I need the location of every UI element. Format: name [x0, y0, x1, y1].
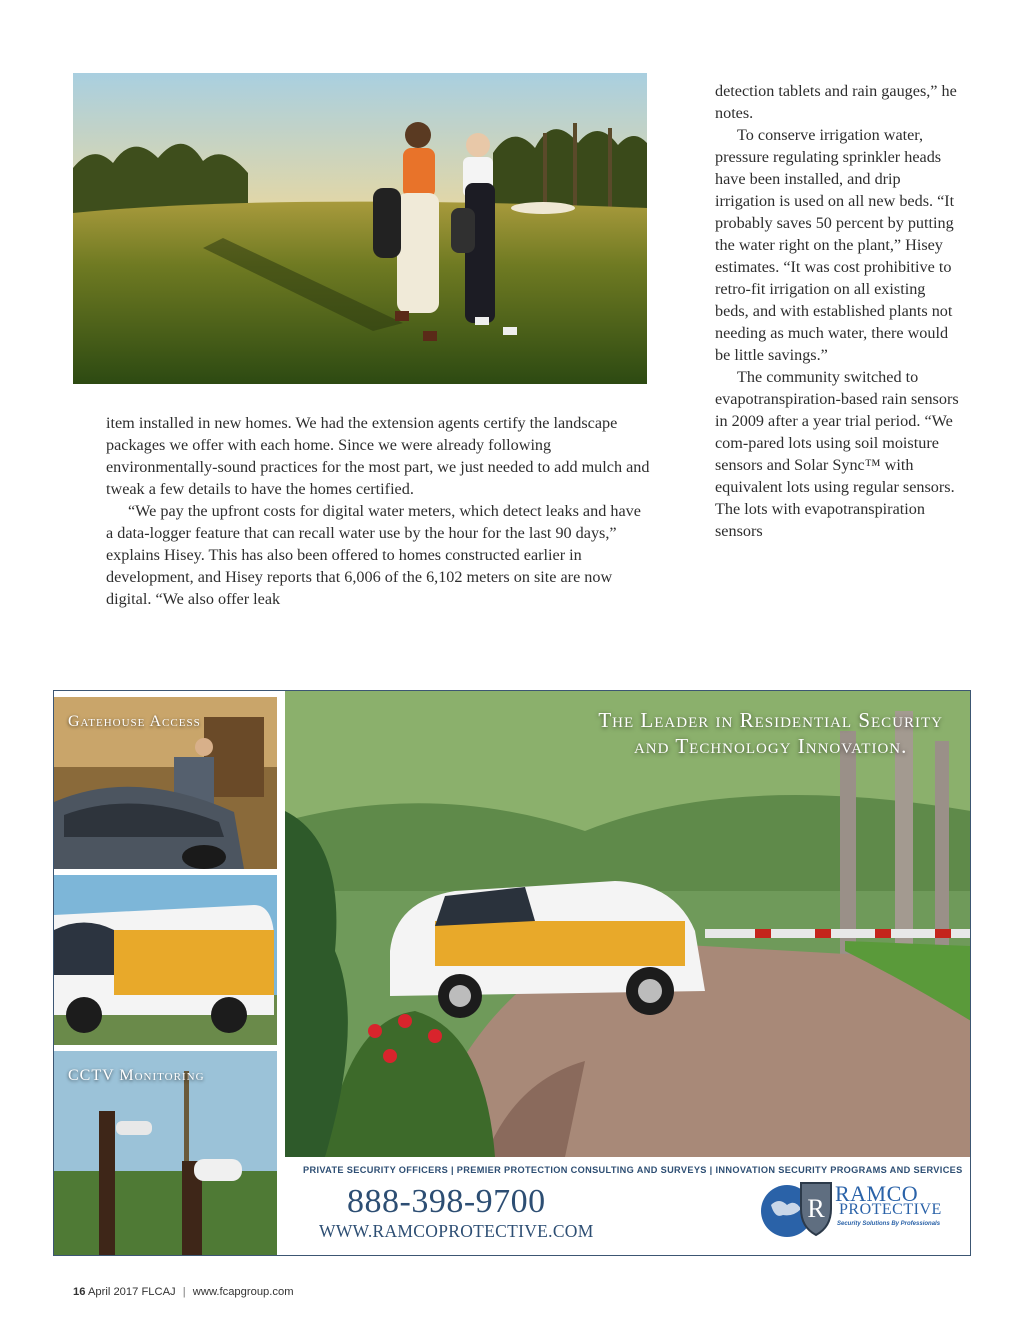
article-right-column: [715, 80, 960, 542]
headline-line-2: and Technology Innovation.: [633, 734, 908, 758]
van-panel: [54, 875, 277, 1045]
article-paragraph: To conserve irrigation water, pressure regulating sprinkler heads have been installed, and drip irrigation is used on all new beds. “It probably saves 50 percent by putting the water right on the plant,” Hisey estimates. “It was cost prohibitive to retro-fit irrigation on all existing beds, and with established plants not needing as much water, there would be little savings.”: [715, 126, 955, 364]
gatehouse-panel: [54, 697, 277, 869]
ramco-logo: [757, 1175, 957, 1245]
article-paragraph: “We pay the upfront costs for digital water meters, which detect leaks and have a data-logger feature that can recall water use by the hour for the last 90 days,” explains Hisey. This has also been offered to homes constructed earlier in development, and Hisey reports that 6,006 of the 6,102 meters on site are now digital. “We also offer leak: [106, 502, 641, 608]
svg-text:R: R: [807, 1194, 825, 1223]
article-paragraph: The community switched to evapotranspiration-based rain sensors in 2009 after a year trial period. “We com-pared lots using soil moisture sensors and Solar Sync™ with equivalent lots using regular sensors. The lots with evapotranspiration sensors: [715, 368, 959, 540]
ad-headline: [598, 707, 943, 759]
ramco-advertisement: [53, 690, 971, 1256]
article-paragraph: detection tablets and rain gauges,” he notes.: [715, 82, 957, 122]
ramco-protective: PROTECTIVE: [839, 1201, 942, 1218]
article-paragraph: item installed in new homes. We had the extension agents certify the landscape packages we offer with each home. Since we were already following environmentally-sound practices for the most part, we just needed to add mulch and tweak a few details to have the homes certified.: [106, 414, 650, 498]
footer-separator: |: [182, 1286, 186, 1298]
gatehouse-access-label: Gatehouse Access: [68, 713, 201, 730]
cctv-panel: [54, 1051, 277, 1255]
golfers-photo: [73, 73, 647, 384]
headline-line-1: The Leader in Residential Security: [598, 708, 943, 732]
page-number: 16: [73, 1286, 86, 1298]
ad-side-panels: [54, 691, 285, 1255]
ramco-tagline: Security Solutions By Professionals: [837, 1221, 941, 1227]
ad-main-photo: [285, 691, 971, 1157]
ad-website: WWW.RAMCOPROTECTIVE.COM: [319, 1221, 594, 1241]
ramco-name: RAMCO: [835, 1181, 919, 1206]
footer-website: www.fcapgroup.com: [192, 1286, 294, 1298]
article-left-column: [106, 412, 651, 610]
publication-name: FLCAJ: [141, 1286, 176, 1298]
ad-phone-number: 888-398-9700: [347, 1183, 546, 1220]
page-footer: [73, 1286, 294, 1298]
issue-date: April 2017: [87, 1286, 139, 1298]
cctv-monitoring-label: CCTV Monitoring: [68, 1067, 205, 1084]
ad-contact-strip: [285, 1157, 971, 1255]
services-list: PRIVATE SECURITY OFFICERS | PREMIER PROTECTION CONSULTING AND SURVEYS | INNOVATION SECURITY PROGRAMS AND SERVICES: [303, 1165, 963, 1175]
